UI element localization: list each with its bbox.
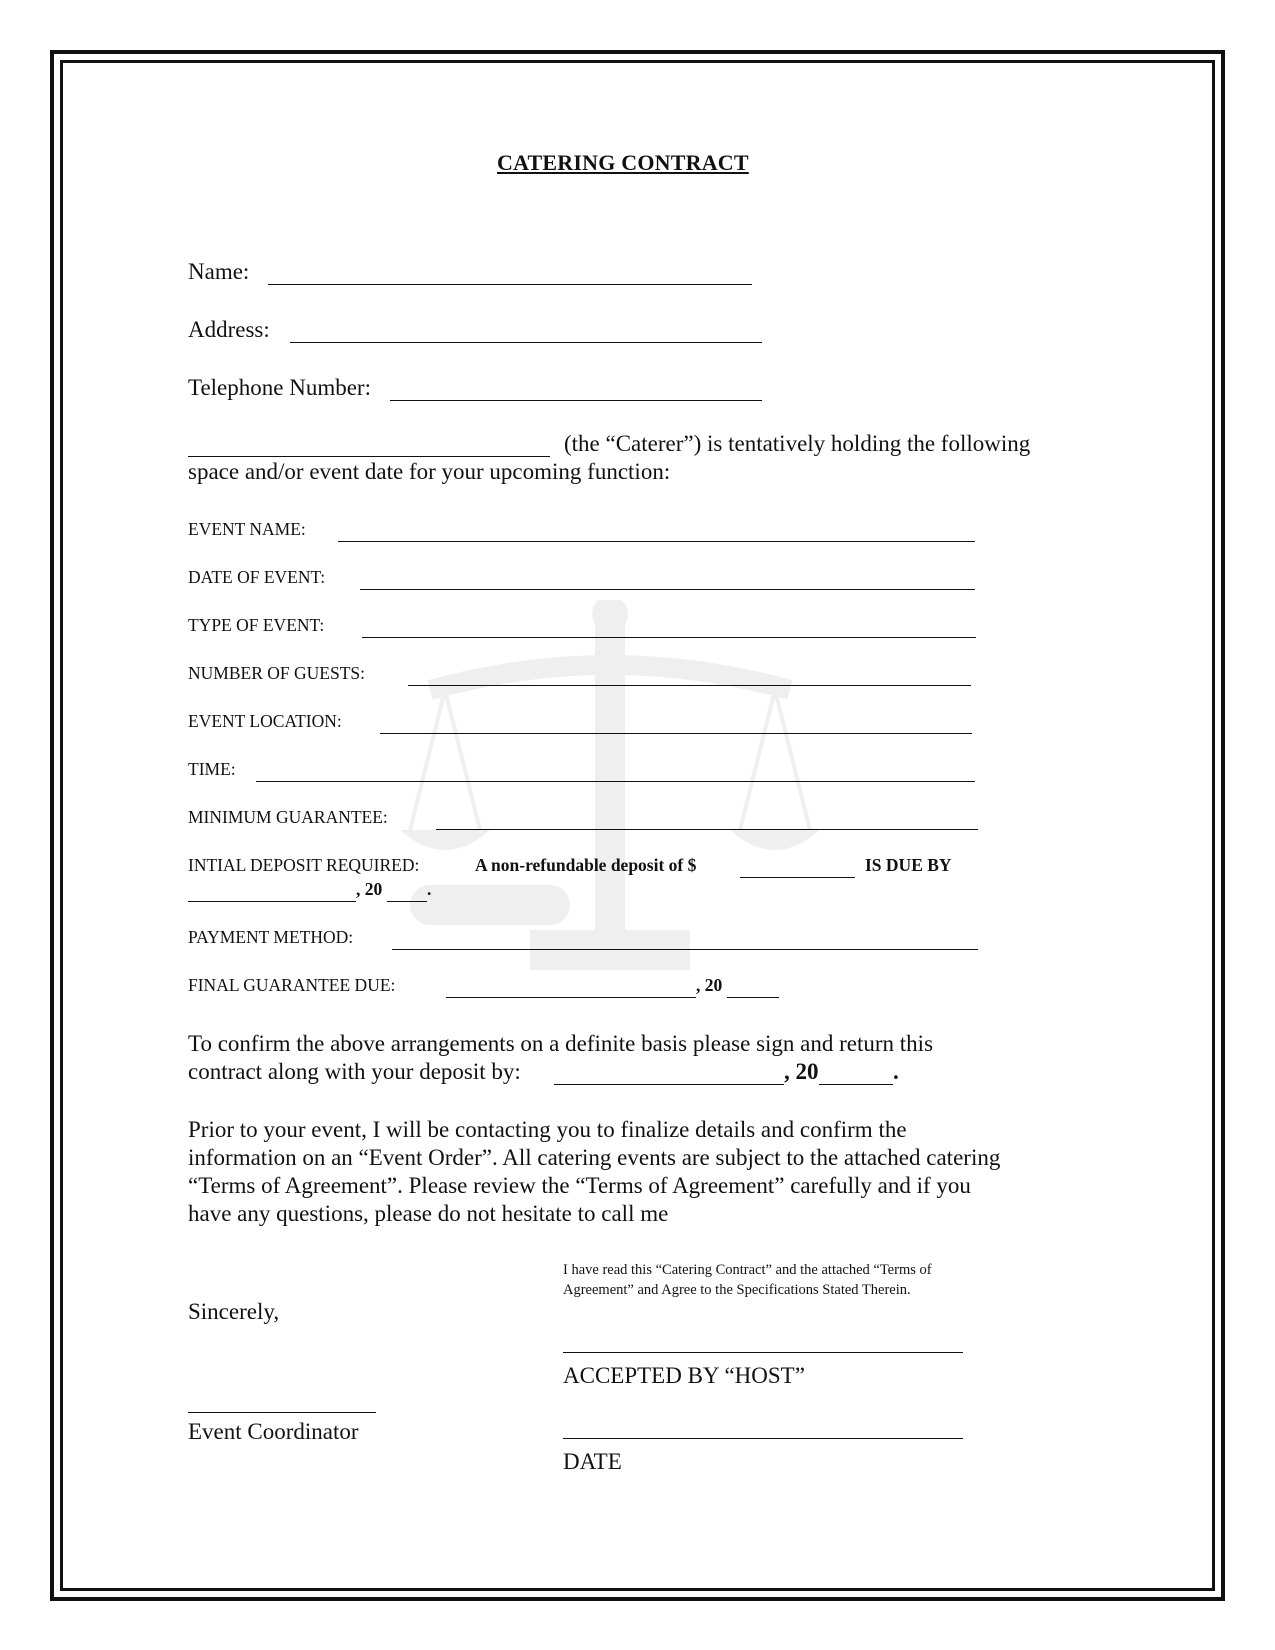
confirm-deposit-date-field[interactable] — [554, 1084, 784, 1085]
confirm-year-text: , 20 — [784, 1059, 819, 1084]
type-of-event-label: TYPE OF EVENT: — [188, 615, 325, 635]
deposit-amount-field[interactable] — [740, 877, 855, 878]
scales-of-justice-icon — [390, 600, 830, 980]
is-due-by-text: IS DUE BY — [865, 855, 952, 875]
date-label: DATE — [563, 1449, 622, 1474]
number-of-guests-label: NUMBER OF GUESTS: — [188, 663, 365, 683]
payment-method-field[interactable] — [392, 949, 978, 950]
number-of-guests-field[interactable] — [408, 685, 971, 686]
address-field[interactable] — [290, 342, 762, 343]
payment-method-label: PAYMENT METHOD: — [188, 927, 354, 947]
event-location-label: EVENT LOCATION: — [188, 711, 342, 731]
host-date-line[interactable] — [563, 1438, 963, 1439]
caterer-name-field[interactable] — [188, 456, 550, 457]
caterer-sentence-line1: (the “Caterer”) is tentatively holding the following — [564, 431, 1031, 456]
confirm-period: . — [893, 1059, 899, 1084]
caterer-sentence-line2: space and/or event date for your upcoming function: — [188, 459, 671, 484]
final-guarantee-date-field[interactable] — [446, 997, 696, 998]
final-year-field[interactable] — [727, 997, 779, 998]
host-signature-line[interactable] — [563, 1352, 963, 1353]
event-name-label: EVENT NAME: — [188, 519, 306, 539]
prior-line4: have any questions, please do not hesitate to call me — [188, 1201, 669, 1226]
type-of-event-field[interactable] — [362, 637, 976, 638]
prior-line2: information on an “Event Order”. All catering events are subject to the attached catering — [188, 1145, 1001, 1170]
deposit-year-field[interactable] — [387, 901, 427, 902]
deposit-year-text: , 20 — [356, 879, 383, 899]
initial-deposit-label: INTIAL DEPOSIT REQUIRED: — [188, 855, 420, 875]
sincerely-text: Sincerely, — [188, 1299, 280, 1324]
acknowledgement-line2: Agreement” and Agree to the Specifications Stated Therein. — [563, 1282, 911, 1298]
time-label: TIME: — [188, 759, 236, 779]
event-name-field[interactable] — [338, 541, 975, 542]
name-label: Name: — [188, 259, 250, 284]
minimum-guarantee-field[interactable] — [436, 829, 978, 830]
event-location-field[interactable] — [380, 733, 972, 734]
coordinator-signature-line[interactable] — [188, 1412, 376, 1413]
document-title: CATERING CONTRACT — [497, 150, 749, 175]
deposit-period: . — [427, 879, 432, 899]
confirm-year-field[interactable] — [819, 1084, 893, 1085]
date-of-event-label: DATE OF EVENT: — [188, 567, 326, 587]
initial-deposit-text: A non-refundable deposit of $ — [475, 855, 697, 875]
accepted-by-host-label: ACCEPTED BY “HOST” — [563, 1363, 805, 1388]
event-coordinator-label: Event Coordinator — [188, 1419, 359, 1444]
final-guarantee-label: FINAL GUARANTEE DUE: — [188, 975, 396, 995]
name-field[interactable] — [268, 284, 752, 285]
address-label: Address: — [188, 317, 270, 342]
acknowledgement-line1: I have read this “Catering Contract” and the attached “Terms of — [563, 1262, 932, 1278]
deposit-due-date-field[interactable] — [188, 901, 356, 902]
date-of-event-field[interactable] — [360, 589, 975, 590]
minimum-guarantee-label: MINIMUM GUARANTEE: — [188, 807, 388, 827]
telephone-field[interactable] — [390, 400, 762, 401]
prior-line1: Prior to your event, I will be contacting you to finalize details and confirm the — [188, 1117, 907, 1142]
confirm-line2: contract along with your deposit by: — [188, 1059, 521, 1084]
prior-line3: “Terms of Agreement”. Please review the “Terms of Agreement” carefully and if you — [188, 1173, 971, 1198]
telephone-label: Telephone Number: — [188, 375, 371, 400]
final-year-text: , 20 — [696, 975, 723, 995]
time-field[interactable] — [256, 781, 975, 782]
confirm-line1: To confirm the above arrangements on a definite basis please sign and return this — [188, 1031, 934, 1056]
